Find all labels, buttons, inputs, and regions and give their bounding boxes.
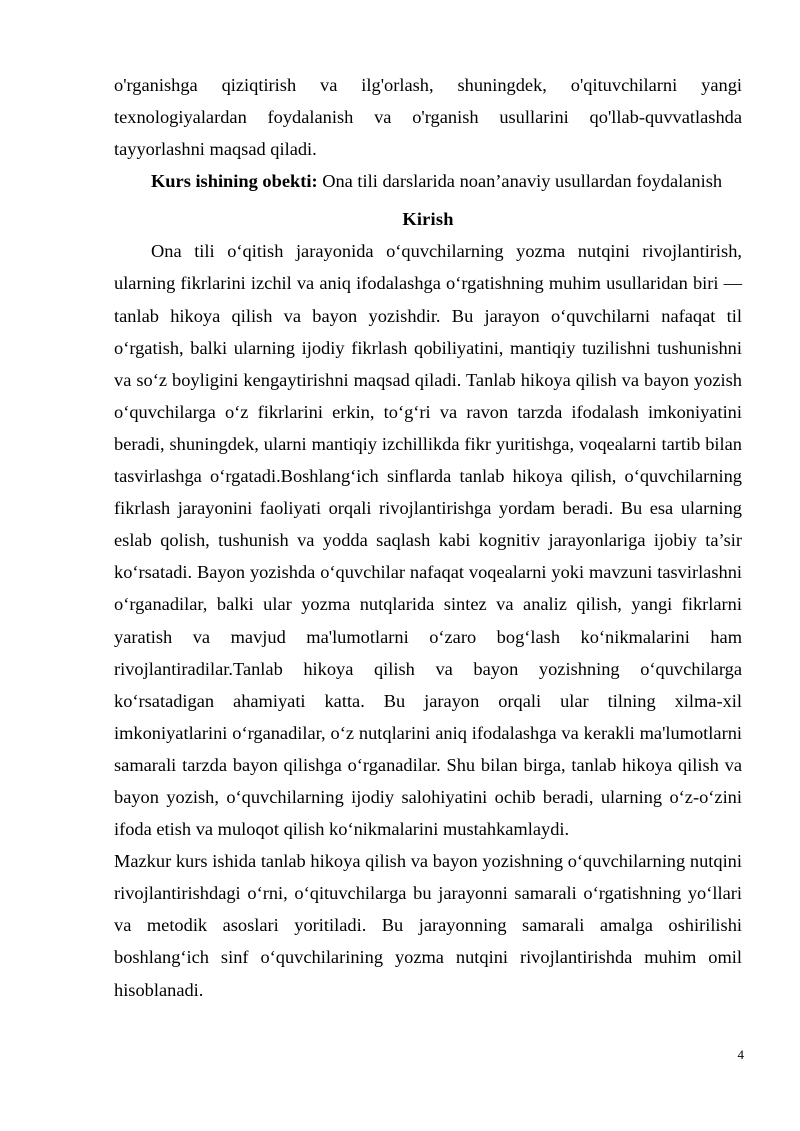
- course-object-text: Ona tili darslarida noan’anaviy usullardan foydalanish: [317, 171, 723, 192]
- body-paragraph-1: Ona tili o‘qitish jarayonida o‘quvchilarning yozma nutqini rivojlantirish, ularning fikrlarini izchil va aniq ifodalashga o‘rgatishning muhim usullaridan biri — tanlab hikoya qilish va bayon yozishdir. Bu jarayon o‘quvchilarni nafaqat til o‘rgatish, balki ularning ijodiy fikrlash qobiliyatini, mantiqiy tuzilishni tushunishni va so‘z boyligini kengaytirishni maqsad qiladi. Tanlab hikoya qilish va bayon yozish o‘quvchilarga o‘z fikrlarini erkin, to‘g‘ri va ravon tarzda ifodalash imkoniyatini beradi, shuningdek, ularni mantiqiy izchillikda fikr yuritishga, voqealarni tartib bilan tasvirlashga o‘rgatadi.Boshlang‘ich sinflarda tanlab hikoya qilish, o‘quvchilarning fikrlash jarayonini faoliyati orqali rivojlantirishga yordam beradi. Bu esa ularning eslab qolish, tushunish va yodda saqlash kabi kognitiv jarayonlariga ijobiy ta’sir ko‘rsatadi. Bayon yozishda o‘quvchilar nafaqat voqealarni yoki mavzuni tasvirlashni o‘rganadilar, balki ular yozma nutqlarida sintez va analiz qilish, yangi fikrlarni yaratish va mavjud ma'lumotlarni o‘zaro bog‘lash ko‘nikmalarini ham rivojlantiradilar.Tanlab hikoya qilish va bayon yozishning o‘quvchilarga ko‘rsatadigan ahamiyati katta. Bu jarayon orqali ular tilning xilma-xil imkoniyatlarini o‘rganadilar, o‘z nutqlarini aniq ifodalashga va kerakli ma'lumotlarni samarali tarzda bayon qilishga o‘rganadilar. Shu bilan birga, tanlab hikoya qilish va bayon yozish, o‘quvchilarning ijodiy salohiyatini ochib beradi, ularning o‘z-o‘zini ifoda etish va muloqot qilish ko‘nikmalarini mustahkamlaydi.: [114, 241, 742, 840]
- course-object-label: Kurs ishining obekti:: [151, 171, 318, 192]
- page-content: [114, 69, 742, 1006]
- section-heading: Kirish: [402, 209, 454, 230]
- course-object-line: [114, 165, 742, 197]
- intro-paragraph: o'rganishga qiziqtirish va ilg'orlash, shuningdek, o'qituvchilarni yangi texnologiyalardan foydalanish va o'rganish usullarini qo'llab-quvvatlashda tayyorlashni maqsad qiladi.: [114, 75, 742, 160]
- body-paragraph-2: Mazkur kurs ishida tanlab hikoya qilish va bayon yozishning o‘quvchilarning nutqini rivojlantirishdagi o‘rni, o‘qituvchilarga bu jarayonni samarali o‘rgatishning yo‘llari va metodik asoslari yoritiladi. Bu jarayonning samarali amalga oshirilishi boshlang‘ich sinf o‘quvchilarining yozma nutqini rivojlantirishda muhim omil hisoblanadi.: [114, 851, 742, 1000]
- page-number: 4: [737, 1047, 744, 1062]
